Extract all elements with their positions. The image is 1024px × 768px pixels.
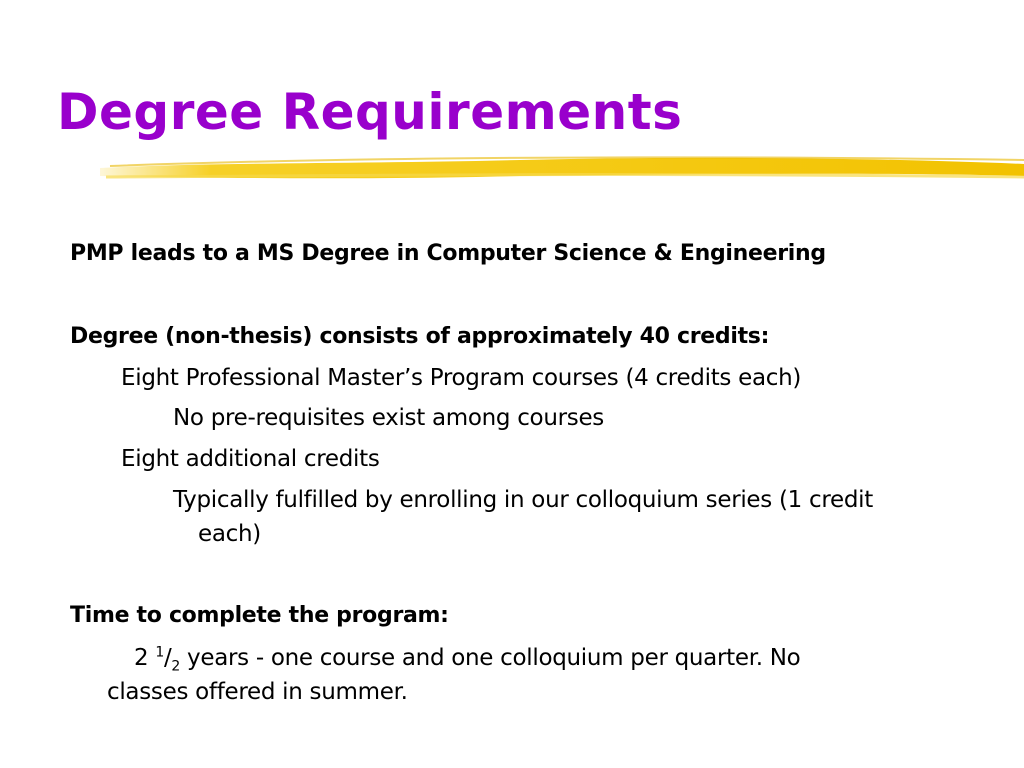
years-numerator: 1: [155, 644, 164, 661]
years-description: years - one course and one colloquium per quarter. No: [187, 645, 801, 671]
years-whole: 2: [134, 645, 149, 671]
pmp-degree-line: PMP leads to a MS Degree in Computer Science & Engineering: [70, 241, 826, 266]
years-line: [134, 642, 800, 674]
courses-line: Eight Professional Master’s Program courses (4 credits each): [121, 365, 802, 391]
degree-credits-heading: Degree (non-thesis) consists of approximately 40 credits:: [70, 324, 770, 349]
years-separator: /: [163, 645, 172, 671]
years-denominator: 2: [171, 658, 181, 675]
colloquium-line-continued: each): [198, 521, 261, 547]
summer-line: classes offered in summer.: [107, 679, 408, 705]
time-heading: Time to complete the program:: [70, 603, 449, 628]
additional-credits-line: Eight additional credits: [121, 446, 380, 472]
slide-title: Degree Requirements: [57, 83, 683, 141]
highlighter-underline: [100, 146, 1024, 188]
no-prereq-line: No pre-requisites exist among courses: [173, 405, 604, 431]
colloquium-line: Typically fulfilled by enrolling in our colloquium series (1 credit: [173, 487, 873, 513]
